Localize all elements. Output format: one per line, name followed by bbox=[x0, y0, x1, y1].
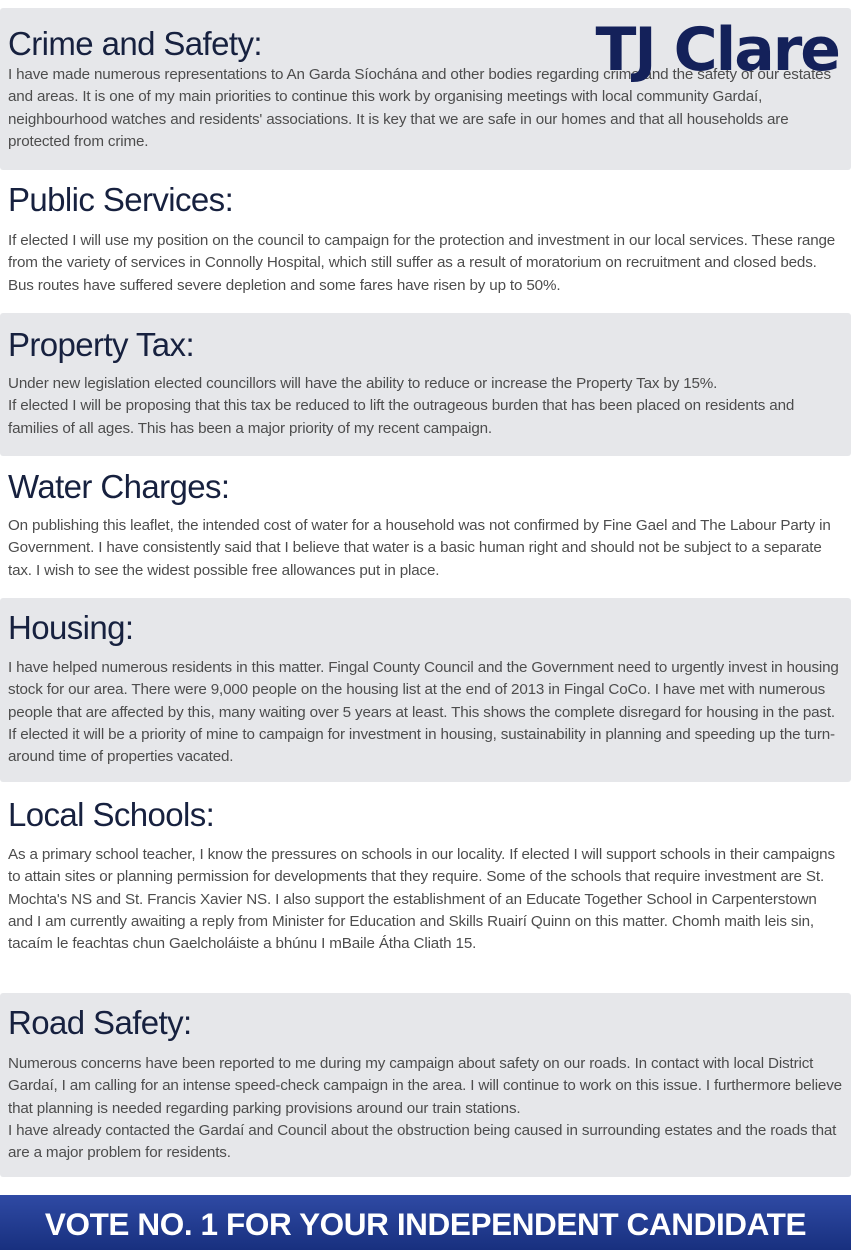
section-heading: Crime and Safety: bbox=[8, 25, 262, 62]
section-body: If elected I will use my position on the council to campaign for the protection and investment in our local services. These range from the variety of services in Connolly Hospital, which still suffer as a result of moratorium on recruitment and closed beds. Bus routes have suffered severe depletion and some fares have risen by up to 50%. bbox=[8, 232, 836, 294]
section-heading: Public Services: bbox=[8, 181, 234, 218]
section-road-safety bbox=[0, 993, 851, 1177]
section-heading: Housing: bbox=[8, 609, 134, 646]
section-heading: Road Safety: bbox=[8, 1004, 192, 1041]
section-heading: Property Tax: bbox=[8, 326, 195, 363]
section-public-services bbox=[0, 180, 851, 305]
section-property-tax bbox=[0, 313, 851, 456]
section-body-line: I have already contacted the Gardaí and Council about the obstruction being caused in surrounding estates and the roads that are a major problem for residents. bbox=[8, 1121, 837, 1162]
candidate-name-logo: TJ Clare bbox=[595, 15, 839, 85]
section-body: On publishing this leaflet, the intended cost of water for a household was not confirmed by Fine Gael and The Labour Party in Government. I have consistently said that I believe that water is a basic human right and should not be subject to a separate tax. I wish to see the widest possible free allowances put in place. bbox=[8, 517, 831, 579]
section-housing bbox=[0, 598, 851, 782]
section-body-line: Numerous concerns have been reported to me during my campaign about safety on our roads. In contact with local District Gardaí, I am calling for an intense speed-check campaign in the area. I will continue to work on this issue. I furthermore believe that planning is needed regarding parking provisions around our train stations. bbox=[8, 1055, 842, 1117]
section-body-line: Under new legislation elected councillors will have the ability to reduce or increase the Property Tax by 15%. bbox=[8, 375, 718, 392]
section-body-line: If elected I will be proposing that this tax be reduced to lift the outrageous burden that has been placed on residents and families of all ages. This has been a major priority of my recent campaign. bbox=[8, 397, 795, 437]
section-water-charges bbox=[0, 465, 851, 590]
section-heading: Local Schools: bbox=[8, 796, 215, 833]
vote-banner: VOTE NO. 1 FOR YOUR INDEPENDENT CANDIDATE bbox=[0, 1195, 851, 1250]
section-body: I have made numerous representations to An Garda Síochána and other bodies regarding crime and the safety of our estates and areas. It is one of my main priorities to continue this work by organising meetings with local community Gardaí, neighbourhood watches and residents' associations. It is key that we are safe in our homes and that all households are protected from crime. bbox=[8, 66, 831, 150]
section-heading: Water Charges: bbox=[8, 468, 230, 505]
section-body: As a primary school teacher, I know the pressures on schools in our locality. If elected I will support schools in their campaigns to attain sites or planning permission for developments that they require. Some of the schools that require investment are St. Mochta's NS and St. Francis Xavier NS. I also support the establishment of an Educate Together School in Carpenterstown and I am currently awaiting a reply from Minister for Education and Skills Ruairí Quinn on this matter. Chomh maith leis sin, tacaím le feachtas chun Gaelcholáiste a bhúnu I mBaile Átha Cliath 15. bbox=[8, 846, 835, 953]
section-local-schools bbox=[0, 793, 851, 983]
section-body: I have helped numerous residents in this matter. Fingal County Council and the Government need to urgently invest in housing stock for our area. There were 9,000 people on the housing list at the end of 2013 in Fingal CoCo. I have met with numerous people that are affected by this, many waiting over 5 years at least. This shows the complete disregard for housing in the past. If elected it will be a priority of mine to campaign for investment in housing, sustainability in planning and speeding up the turn-around time of properties vacated. bbox=[8, 659, 839, 766]
